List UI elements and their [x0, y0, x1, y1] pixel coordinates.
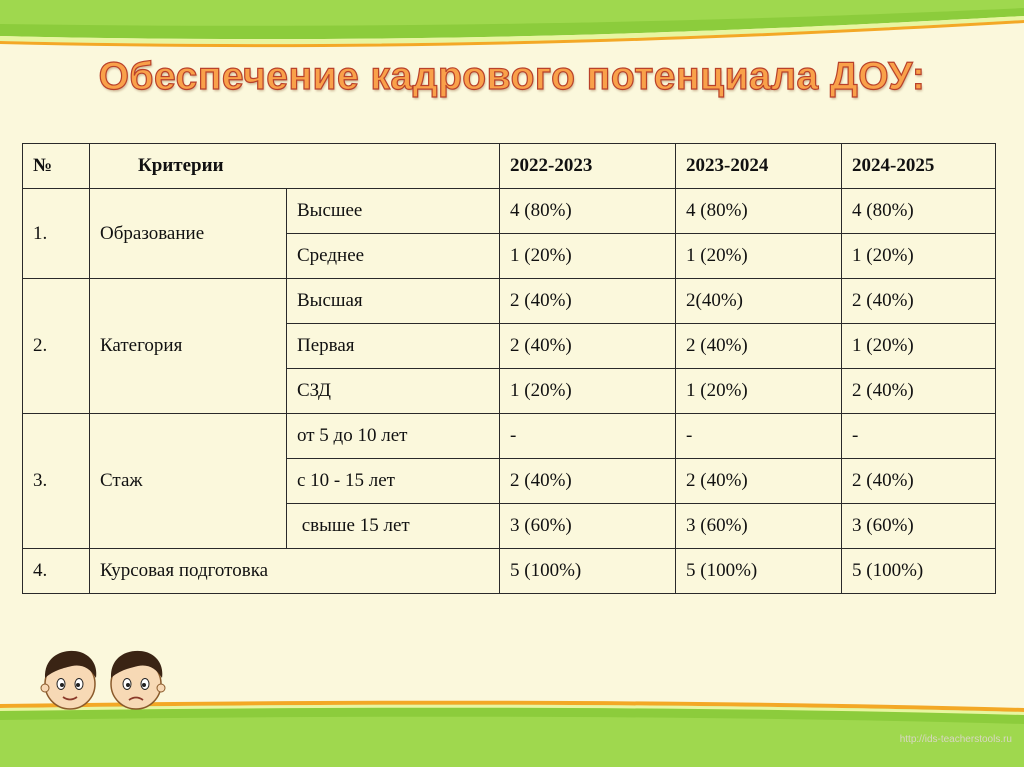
table-row [23, 189, 996, 234]
value-cell: 1 (20%) [500, 234, 676, 279]
value-cell: 3 (60%) [842, 504, 996, 549]
value-cell: 3 (60%) [676, 504, 842, 549]
subcriterion-label: свыше 15 лет [287, 504, 500, 549]
row-number: 3. [23, 414, 90, 549]
criterion-label: Категория [90, 279, 287, 414]
subcriterion-label: Первая [287, 324, 500, 369]
row-number: 1. [23, 189, 90, 279]
header-year-2024: 2024-2025 [842, 144, 996, 189]
value-cell: - [500, 414, 676, 459]
top-decor-band [0, 0, 1024, 60]
value-cell: 2 (40%) [842, 279, 996, 324]
value-cell: 2 (40%) [676, 324, 842, 369]
table-header-row [23, 144, 996, 189]
table-row [23, 279, 996, 324]
subcriterion-label: Высшее [287, 189, 500, 234]
value-cell: 1 (20%) [676, 234, 842, 279]
row-number: 2. [23, 279, 90, 414]
value-cell: 1 (20%) [842, 324, 996, 369]
subcriterion-label: от 5 до 10 лет [287, 414, 500, 459]
header-criteria: Критерии [90, 144, 500, 189]
value-cell: 1 (20%) [676, 369, 842, 414]
table-row [23, 549, 996, 594]
criterion-label: Образование [90, 189, 287, 279]
subcriterion-label: Среднее [287, 234, 500, 279]
table-row [23, 414, 996, 459]
slide-title: Обеспечение кадрового потенциала ДОУ: [98, 55, 926, 98]
header-number: № [23, 144, 90, 189]
header-year-2022: 2022-2023 [500, 144, 676, 189]
watermark: http://ids-teacherstools.ru [899, 734, 1012, 745]
value-cell: 2 (40%) [676, 459, 842, 504]
boy-face-icon [41, 651, 96, 709]
subcriterion-label: Высшая [287, 279, 500, 324]
value-cell: 2 (40%) [500, 279, 676, 324]
row-number: 4. [23, 549, 90, 594]
value-cell: 4 (80%) [842, 189, 996, 234]
value-cell: 3 (60%) [500, 504, 676, 549]
sad-boy-face-icon [111, 651, 165, 709]
subcriterion-label: с 10 - 15 лет [287, 459, 500, 504]
value-cell: 4 (80%) [676, 189, 842, 234]
subcriterion-label: СЗД [287, 369, 500, 414]
kids-illustration [36, 642, 186, 712]
value-cell: 2 (40%) [500, 459, 676, 504]
criterion-label: Курсовая подготовка [90, 549, 500, 594]
value-cell: 2(40%) [676, 279, 842, 324]
value-cell: 2 (40%) [842, 459, 996, 504]
value-cell: 5 (100%) [842, 549, 996, 594]
header-year-2023: 2023-2024 [676, 144, 842, 189]
value-cell: - [676, 414, 842, 459]
value-cell: 5 (100%) [500, 549, 676, 594]
criterion-label: Стаж [90, 414, 287, 549]
value-cell: 1 (20%) [500, 369, 676, 414]
value-cell: 5 (100%) [676, 549, 842, 594]
value-cell: 2 (40%) [842, 369, 996, 414]
value-cell: 2 (40%) [500, 324, 676, 369]
value-cell: 1 (20%) [842, 234, 996, 279]
value-cell: - [842, 414, 996, 459]
staffing-table [22, 143, 996, 594]
value-cell: 4 (80%) [500, 189, 676, 234]
